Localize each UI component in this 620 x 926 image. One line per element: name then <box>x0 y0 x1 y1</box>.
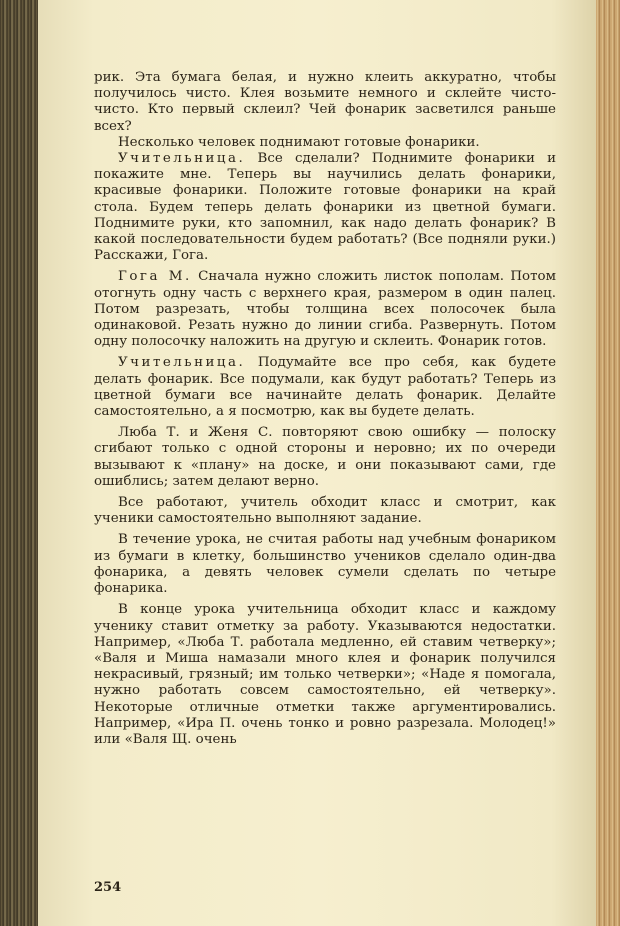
paragraph-1: рик. Эта бумага белая, и нужно клеить аккуратно, чтобы получилось чисто. Клея возьмите немного и склейте чисто-чисто. Кто первый склеил? Чей фонарик засветился раньше всех? <box>94 70 556 134</box>
speaker-label: Учительница. <box>118 355 246 371</box>
paragraph-8: В течение урока, не считая работы над учебным фонариком из бумаги в клетку, большинство учеников сделало один-два фонарика, а девять человек сумели сделать по четыре фонарика. <box>94 532 556 597</box>
speaker-label: Учительница. <box>118 151 246 167</box>
page-edge <box>596 0 620 926</box>
paragraph-7: Все работают, учитель обходит класс и смотрит, как ученики самостоятельно выполняют задание. <box>94 495 556 527</box>
book-spine <box>0 0 40 926</box>
paragraph-4: Гога М. Сначала нужно сложить листок пополам. Потом отогнуть одну часть с верхнего края, размером в один палец. Потом разрезать, чтобы толщина всех полосочек была одинаковой. Резать нужно до линии сгиба. Развернуть. Потом одну полосочку наложить на другую и склеить. Фонарик готов. <box>94 269 556 350</box>
paragraph-3: Учительница. Все сделали? Поднимите фонарики и покажите мне. Теперь вы научились делать фонарики, красивые фонарики. Положите готовые фонарики на край стола. Будем теперь делать фонарики из цветной бумаги. Поднимите руки, кто запомнил, как надо делать фонарик? В какой последовательности будем работать? (Все подняли руки.) Расскажи, Гога. <box>94 151 556 264</box>
paragraph-6: Люба Т. и Женя С. повторяют свою ошибку — полоску сгибают только с одной стороны и неровно; их по очереди вызывают к «плану» на доске, и они показывают сами, где ошиблись; затем делают верно. <box>94 425 556 489</box>
speaker-label: Гога М. <box>118 269 192 285</box>
paragraph-2: Несколько человек поднимают готовые фонарики. <box>118 134 480 150</box>
page-text <box>94 70 556 748</box>
page-number: 254 <box>94 880 122 895</box>
paragraph-9: В конце урока учительница обходит класс и каждому ученику ставит отметку за работу. Указываются недостатки. Например, «Люба Т. работала медленно, ей ставим четверку»; «Валя и Миша намазали много клея и фонарик получился некрасивый, грязный; им только четверки»; «Наде я помогала, нужно работать совсем самостоятельно, ей четверку». Некоторые отличные отметки также аргументировались. Например, «Ира П. очень тонко и ровно разрезала. Молодец!» или «Валя Щ. очень <box>94 602 556 747</box>
paragraph-5: Учительница. Подумайте все про себя, как будете делать фонарик. Все подумали, как будут работать? Теперь из цветной бумаги все начинайте делать фонарик. Делайте самостоятельно, а я посмотрю, как вы будете делать. <box>94 355 556 420</box>
